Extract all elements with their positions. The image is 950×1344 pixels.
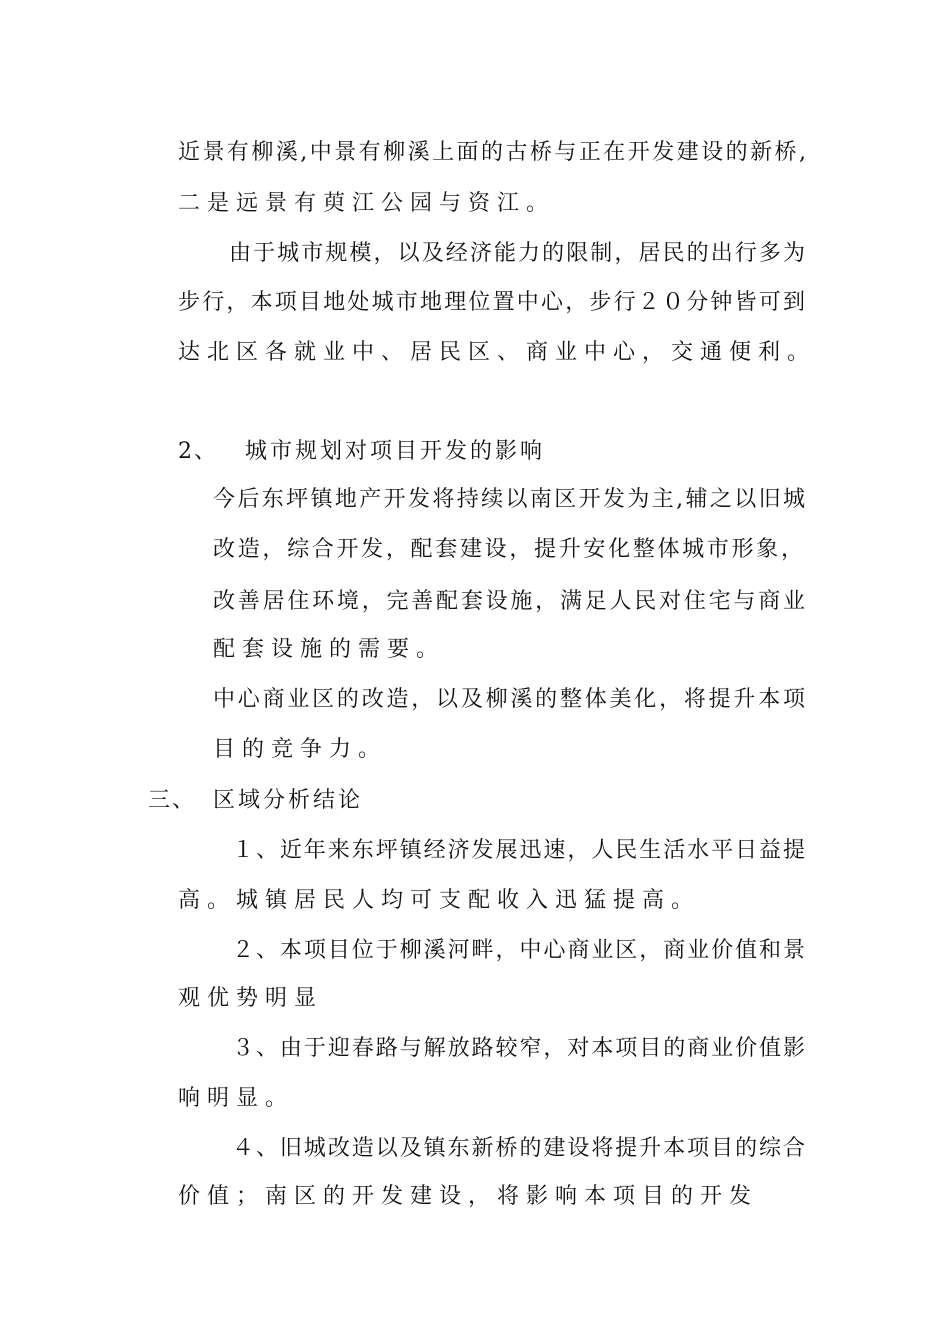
- section-number: 2、: [178, 439, 218, 464]
- text-line: 近景有柳溪,中景有柳溪上面的古桥与正在开发建设的新桥,: [178, 140, 806, 165]
- list-item-line: ２、本项目位于柳溪河畔，中心商业区，商业价值和景: [232, 938, 805, 963]
- text-line: 达北区各就业中、居民区、商业中心，交通便利。: [178, 340, 817, 365]
- list-item-line: 价值；南区的开发建设，将影响本项目的开发: [178, 1184, 759, 1209]
- list-item-line: 响明显。: [178, 1086, 295, 1111]
- list-item-line: ４、旧城改造以及镇东新桥的建设将提升本项目的综合: [232, 1136, 805, 1161]
- text-line: 由于城市规模，以及经济能力的限制，居民的出行多为: [229, 241, 805, 266]
- section-title: 区域分析结论: [213, 788, 364, 813]
- text-line: 步行，本项目地处城市地理位置中心，步行２０分钟皆可到: [178, 290, 805, 315]
- text-line: 中心商业区的改造，以及柳溪的整体美化，将提升本项: [213, 687, 805, 712]
- list-item-line: １、近年来东坪镇经济发展迅速，人民生活水平日益提: [232, 838, 805, 863]
- section-title: 城市规划对项目开发的影响: [245, 439, 546, 464]
- list-item-line: ３、由于迎春路与解放路较窄，对本项目的商业价值影: [232, 1036, 805, 1061]
- section-number: 三、: [148, 788, 197, 813]
- list-item-line: 高。城镇居民人均可支配收入迅猛提高。: [178, 888, 701, 913]
- text-line: 改造，综合开发，配套建设，提升安化整体城市形象，: [213, 537, 803, 562]
- list-item-line: 观优势明显: [178, 986, 324, 1011]
- text-line: 今后东坪镇地产开发将持续以南区开发为主,辅之以旧城: [213, 487, 805, 512]
- text-line: 目的竞争力。: [213, 737, 388, 762]
- text-line: 配套设施的需要。: [213, 637, 446, 662]
- text-line: 改善居住环境，完善配套设施，满足人民对住宅与商业: [213, 589, 805, 614]
- text-line: 二是远景有萸江公园与资江。: [178, 191, 556, 216]
